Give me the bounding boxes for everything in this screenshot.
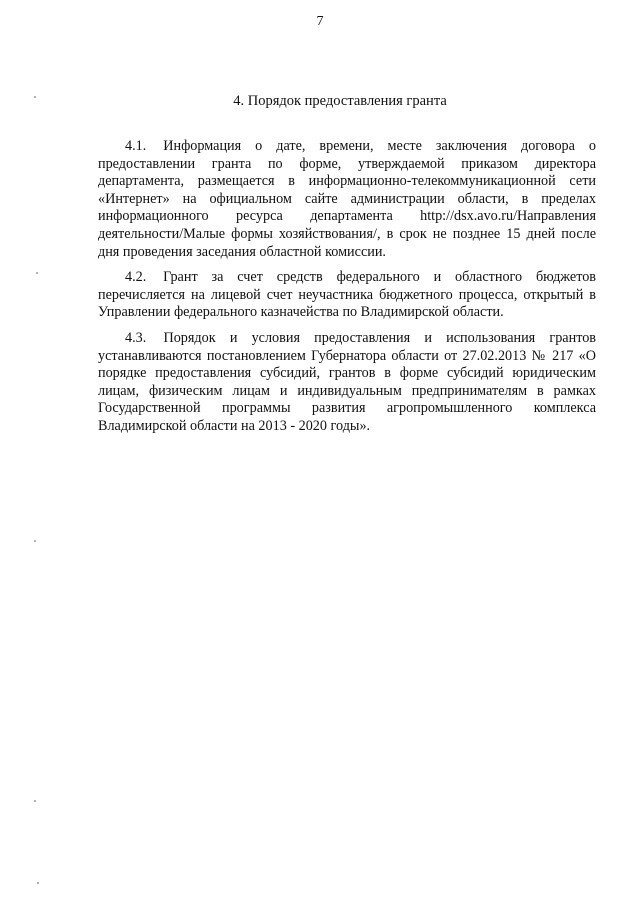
- paragraph-text: Грант за счет средств федерального и областного бюджетов перечисляется на лицевой счет неучастника бюджетного процесса, открытый в Управлении федерального казначейства по Владимирской области.: [98, 269, 596, 321]
- paragraph-number: 4.2.: [125, 269, 147, 286]
- document-body: [98, 138, 596, 444]
- paragraph-number: 4.3.: [125, 329, 147, 346]
- scan-speck: [34, 540, 36, 542]
- scan-speck: [34, 96, 36, 98]
- paragraph-4-1: [98, 138, 596, 261]
- paragraph-4-3: [98, 330, 596, 436]
- page-number: 7: [316, 14, 324, 29]
- paragraph-number: 4.1.: [125, 138, 147, 154]
- paragraph-4-2: [98, 269, 596, 322]
- section-title: 4. Порядок предоставления гранта: [233, 93, 447, 109]
- scan-speck: [37, 882, 39, 884]
- scan-speck: [34, 800, 36, 802]
- paragraph-text: Порядок и условия предоставления и использования грантов устанавливаются постановлением Губернатора области от 27.02.2013 № 217 «О порядке предоставления субсидий, грантов в форме субсидий юридическим лицам, физическим лицам и индивидуальным предпринимателям в рамках Государственной программы развития агропромышленного комплекса Владимирской области на 2013 - 2020 годы».: [98, 329, 596, 434]
- scan-speck: [36, 272, 38, 274]
- paragraph-text: Информация о дате, времени, месте заключения договора о предоставлении гранта по форме, утверждаемой приказом директора департамента, размещается в информационно-телекоммуникационной сети «Интернет» на официальном сайте администрации области, в пределах информационного ресурса департамента http://dsx.avo.ru/Направления деятельности/Малые формы хозяйствования/, в срок не позднее 15 дней после дня проведения заседания областной комиссии.: [98, 138, 597, 260]
